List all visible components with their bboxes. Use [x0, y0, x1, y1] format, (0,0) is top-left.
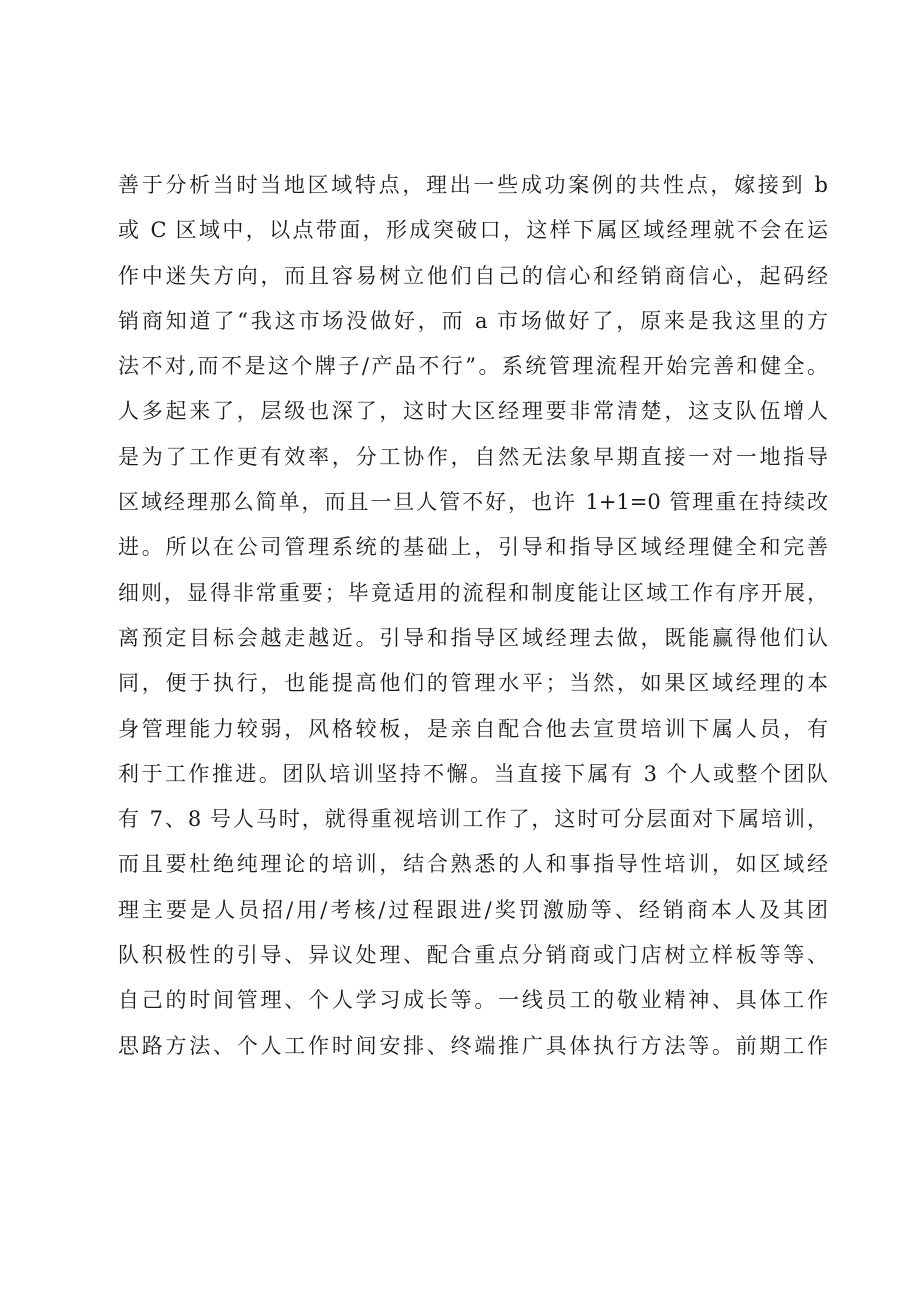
text-line: 理主要是人员招/用/考核/过程跟进/奖罚激励等、经销商本人及其团 [118, 897, 828, 922]
text-line: 而且要杜绝纯理论的培训，结合熟悉的人和事指导性培训，如区域经 [118, 852, 828, 877]
text-line: 离预定目标会越走越近。引导和指导区域经理去做，既能赢得他们认 [118, 625, 828, 650]
text-line: 利于工作推进。团队培训坚持不懈。当直接下属有 3 个人或整个团队 [118, 761, 828, 786]
text-line: 是为了工作更有效率，分工协作，自然无法象早期直接一对一地指导 [118, 444, 828, 469]
text-line: 有 7、8 号人马时，就得重视培训工作了，这时可分层面对下属培训， [118, 807, 828, 832]
text-line: 法不对,而不是这个牌子/产品不行”。系统管理流程开始完善和健全。 [118, 354, 828, 379]
text-line: 同，便于执行，也能提高他们的管理水平；当然，如果区域经理的本 [118, 671, 828, 696]
text-line: 善于分析当时当地区域特点，理出一些成功案例的共性点，嫁接到 b [118, 173, 828, 197]
text-line: 人多起来了，层级也深了，这时大区经理要非常清楚，这支队伍增人 [118, 399, 828, 424]
text-line: 细则，显得非常重要；毕竟适用的流程和制度能让区域工作有序开展， [118, 580, 828, 605]
text-line: 进。所以在公司管理系统的基础上，引导和指导区域经理健全和完善 [118, 535, 828, 560]
text-line: 思路方法、个人工作时间安排、终端推广具体执行方法等。前期工作 [118, 1033, 828, 1058]
text-line: 身管理能力较弱，风格较板，是亲自配合他去宣贯培训下属人员，有 [118, 716, 828, 741]
body-text [118, 163, 828, 1069]
text-line: 自己的时间管理、个人学习成长等。一线员工的敬业精神、具体工作 [118, 988, 828, 1013]
text-line: 队积极性的引导、异议处理、配合重点分销商或门店树立样板等等、 [118, 943, 828, 968]
text-line: 作中迷失方向，而且容易树立他们自己的信心和经销商信心，起码经 [118, 263, 828, 288]
text-line: 销商知道了“我这市场没做好，而 a 市场做好了，原来是我这里的方 [118, 308, 828, 333]
text-line: 或 C 区域中，以点带面，形成突破口，这样下属区域经理就不会在运 [118, 218, 828, 243]
text-line: 区域经理那么简单，而且一旦人管不好，也许 1+1=0 管理重在持续改 [118, 490, 828, 515]
